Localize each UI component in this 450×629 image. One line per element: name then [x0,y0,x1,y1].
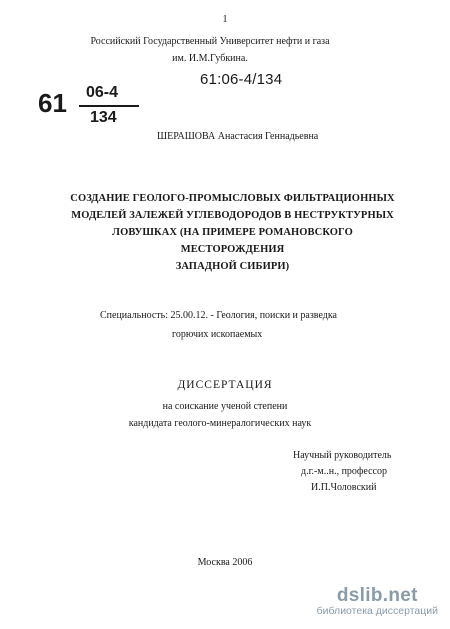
title-line: СОЗДАНИЕ ГЕОЛОГО-ПРОМЫСЛОВЫХ ФИЛЬТРАЦИОННЫХ [70,193,395,204]
degree-line-2: кандидата геолого-минералогических наук [128,418,312,429]
document-type: ДИССЕРТАЦИЯ [177,379,273,391]
title-line: ЗАПАДНОЙ СИБИРИ) [175,261,290,272]
specialty [100,306,380,344]
supervisor-name: И.П.Чоловский [311,482,377,493]
watermark-tagline: библиотека диссертаций [316,605,438,617]
degree-statement [0,398,450,432]
institution-line-2: им. И.М.Губкина. [172,53,248,64]
shelf-mark-fraction-line [79,105,139,107]
supervisor-block [293,448,433,496]
title-line: ЛОВУШКАХ (НА ПРИМЕРЕ РОМАНОВСКОГО МЕСТОРОЖДЕНИЯ [112,227,353,255]
author-name: ШЕРАШОВА Анастасия Геннадьевна [157,131,319,142]
catalog-stamp: 61:06-4/134 [200,71,283,88]
institution-line-1: Российский Государственный Университет нефти и газа [90,36,330,47]
shelf-mark-denominator: 134 [90,109,117,126]
dissertation-title [65,190,400,275]
supervisor-role: Научный руководитель [293,450,392,461]
supervisor-title: д.г.-м..н., профессор [301,466,387,477]
specialty-line-2: горючих ископаемых [172,329,263,340]
shelf-mark-numerator: 06-4 [86,84,119,101]
degree-line-1: на соискание ученой степени [162,401,288,412]
institution-name [60,33,360,67]
specialty-line-1: Специальность: 25.00.12. - Геология, поиски и разведка [100,310,337,321]
title-line: МОДЕЛЕЙ ЗАЛЕЖЕЙ УГЛЕВОДОРОДОВ В НЕСТРУКТУРНЫХ [71,210,394,221]
shelf-mark-number: 61 [38,88,67,118]
watermark-logo: dslib.net [336,585,418,606]
dslib-watermark[interactable] [317,585,438,617]
city-and-year: Москва 2006 [197,557,253,568]
page-number: 1 [222,14,228,25]
